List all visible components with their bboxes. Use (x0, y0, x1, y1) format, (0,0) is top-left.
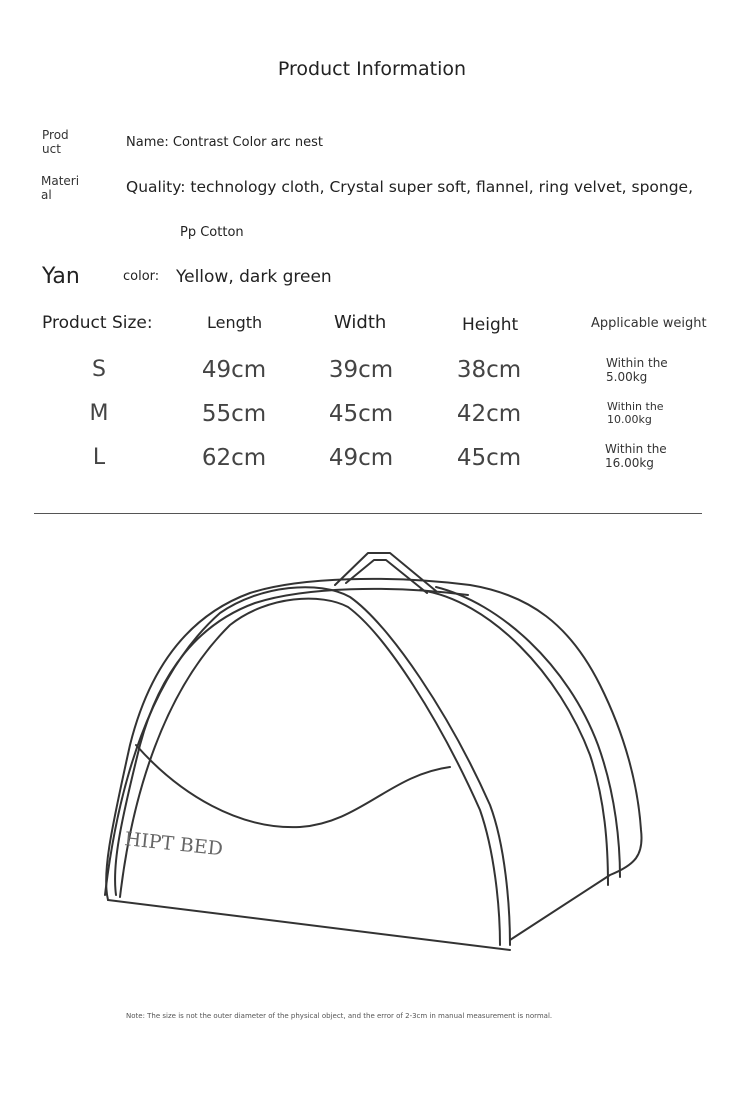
product-name: Name: Contrast Color arc nest (126, 135, 324, 150)
column-header-height: Height (462, 315, 519, 335)
page-title: Product Information (277, 58, 467, 80)
color-value: Yellow, dark green (176, 267, 332, 287)
measurement-note: Note: The size is not the outer diameter of the physical object, and the error of 2-3cm in manual measurement is normal. (126, 1012, 553, 1020)
pet-bed-icon (90, 545, 650, 960)
weight-m: Within the 10.00kg (607, 400, 664, 426)
length-s: 49cm (201, 357, 267, 383)
product-label: Prod uct (42, 128, 69, 156)
bed-print-text: HIPT BED (123, 828, 224, 861)
width-l: 49cm (328, 445, 394, 471)
width-m: 45cm (328, 401, 394, 427)
size-m: M (89, 401, 109, 426)
material-label: Materi al (41, 174, 80, 202)
height-m: 42cm (456, 401, 522, 427)
column-header-length: Length (207, 313, 263, 332)
length-l: 62cm (201, 445, 267, 471)
color-label: color: (123, 269, 160, 284)
height-l: 45cm (456, 445, 522, 471)
material-quality-cont: Pp Cotton (180, 225, 244, 240)
weight-s: Within the 5.00kg (606, 356, 668, 384)
size-table-label: Product Size: (42, 313, 153, 333)
column-header-weight: Applicable weight (591, 316, 707, 331)
width-s: 39cm (328, 357, 394, 383)
size-l: L (92, 445, 106, 470)
color-label-big: Yan (42, 264, 80, 289)
size-s: S (92, 357, 106, 382)
length-m: 55cm (201, 401, 267, 427)
height-s: 38cm (456, 357, 522, 383)
material-quality: Quality: technology cloth, Crystal super soft, flannel, ring velvet, sponge, (126, 178, 694, 196)
section-divider (34, 513, 702, 514)
weight-l: Within the 16.00kg (605, 442, 667, 470)
column-header-width: Width (334, 312, 387, 333)
